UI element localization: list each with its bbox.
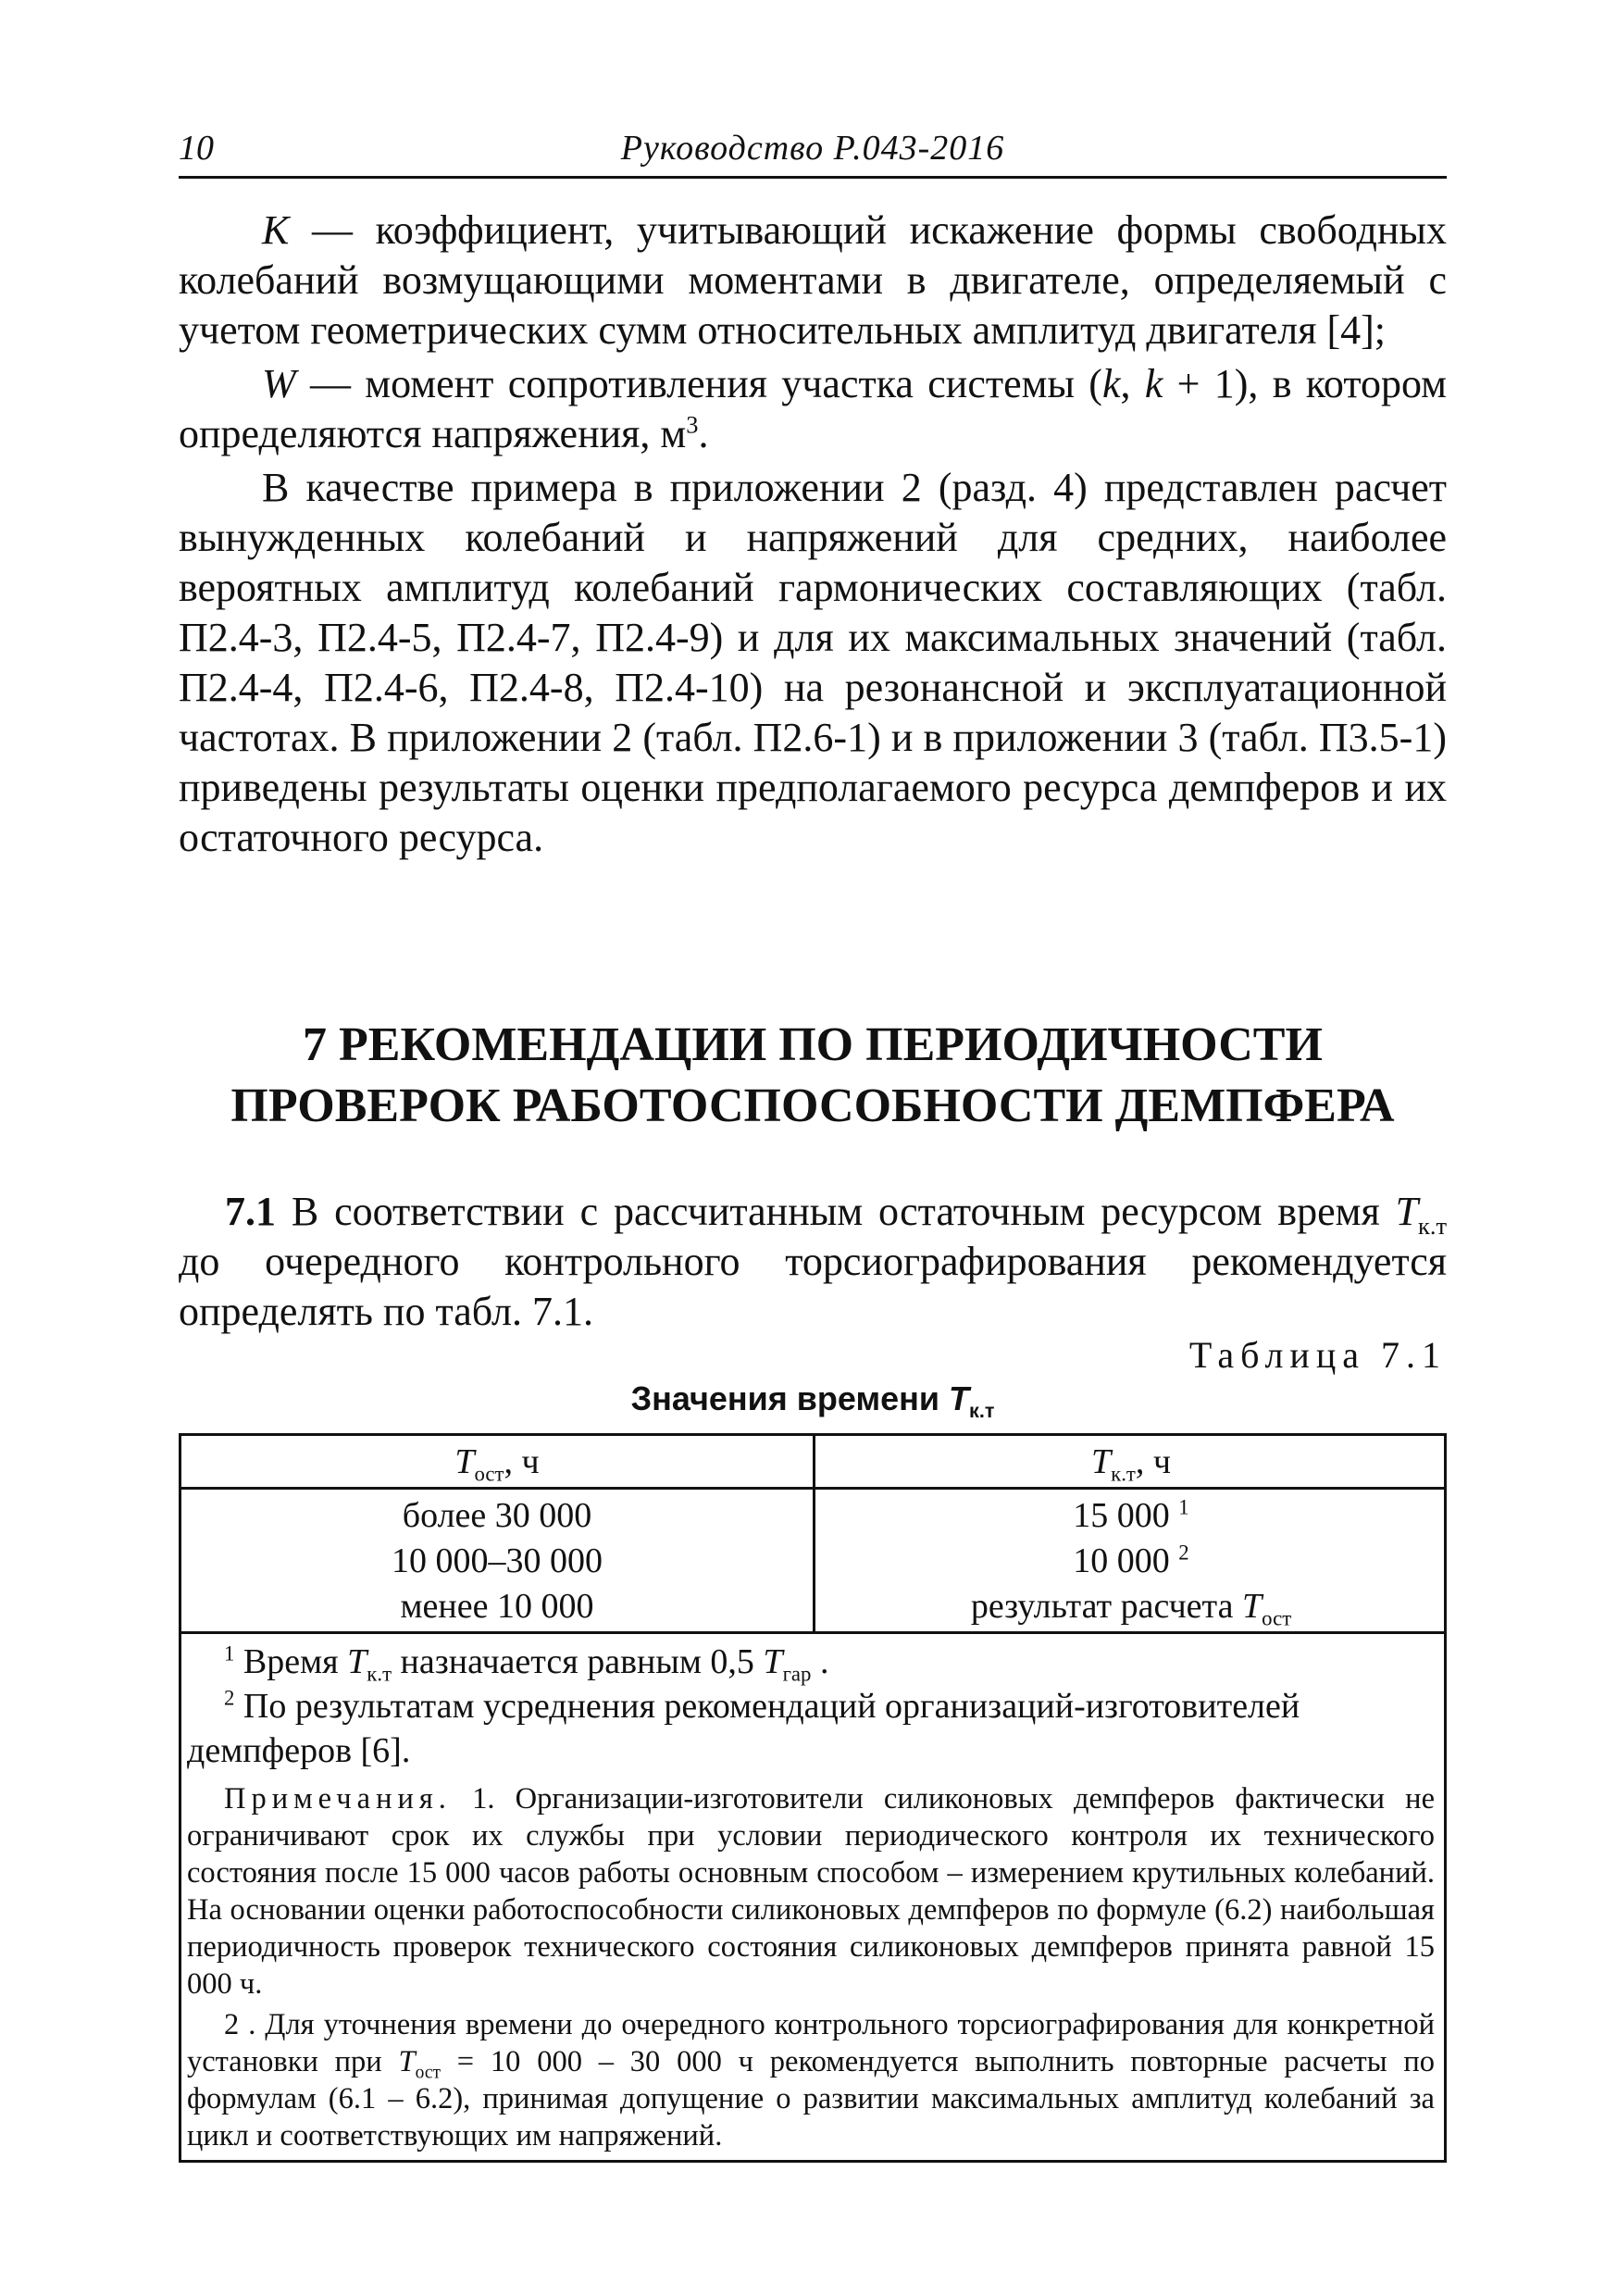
body-text	[179, 206, 1447, 863]
note-2-text-a: 2 . Для уточнения времени до очередного контрольного торсиографирования для конкретной установки при	[187, 2008, 1435, 2078]
header-unit: , ч	[504, 1442, 540, 1481]
footnote-mark: 1	[224, 1641, 235, 1666]
note-1	[187, 1780, 1435, 2003]
symbol-k-index: k	[1101, 361, 1121, 406]
symbol-k-index-2: k	[1144, 361, 1163, 406]
subscript-kt: к.т	[1418, 1211, 1447, 1240]
table-header-cell	[815, 1436, 1447, 1490]
footnote-text: назначается равным 0,5	[392, 1642, 764, 1681]
example-paragraph: В качестве примера в приложении 2 (разд. 4) представлен расчет вынужденных колебаний и напряжений для средних, наиболее вероятных амплитуд колебаний гармонических составляющих (табл. П2.4-3, П2.4-5, П2.4-7, П2.4-9) и для их максимальных значений (табл. П2.4-4, П2.4-6, П2.4-8, П2.4-10) на резонансной и эксплуатационной частотах. В приложении 2 (табл. П2.6-1) и в приложении 3 (табл. П3.5-1) приведены результаты оценки предполагаемого ресурса демпферов и их остаточного ресурса.	[179, 465, 1447, 860]
footnote-1	[187, 1640, 1435, 1684]
table-cell: более 30 000	[402, 1496, 592, 1535]
symbol-k: K	[262, 207, 290, 253]
note-2	[187, 2006, 1435, 2154]
table-cells	[815, 1490, 1447, 1631]
footnote-subscript: к.т	[367, 1662, 392, 1686]
header-symbol: T	[1090, 1442, 1112, 1481]
table-column-t-ost	[181, 1436, 813, 1631]
footnote-text: .	[811, 1642, 829, 1681]
header-subscript: ост	[474, 1462, 504, 1486]
definition-w	[179, 359, 1447, 459]
definition-k	[179, 206, 1447, 356]
clause-text-a: В соответствии с рассчитанным остаточным ресурсом время	[276, 1189, 1396, 1234]
cell-value: результат расчета	[970, 1587, 1242, 1626]
footnote-mark: 2	[224, 1686, 235, 1710]
separator: ,	[1120, 361, 1145, 406]
table-body	[181, 1436, 1444, 1631]
page-number: 10	[179, 129, 214, 168]
cell-value: 10 000	[1073, 1541, 1179, 1580]
table-cell	[815, 1584, 1447, 1629]
note-2-text-b: = 10 000 – 30 000 ч рекомендуется выполнить повторные расчеты по формулам (6.1 – 6.2), принимая допущение о развитии максимальных амплитуд колебаний за цикл и соответствующих им напряжений.	[187, 2045, 1435, 2152]
header-unit: , ч	[1135, 1442, 1171, 1481]
footnote-symbol: T	[347, 1642, 367, 1681]
table-cell: 10 000–30 000	[392, 1541, 603, 1580]
footnote-2	[187, 1684, 1435, 1773]
header-symbol: T	[454, 1442, 475, 1481]
clause-7-1	[179, 1187, 1447, 1337]
caption-symbol: T	[949, 1379, 970, 1417]
table-notes	[181, 1631, 1444, 2160]
table-cell: менее 10 000	[400, 1587, 594, 1626]
clause-number: 7.1	[225, 1189, 276, 1234]
header-subscript: к.т	[1111, 1462, 1136, 1486]
section-title	[179, 1015, 1447, 1137]
section-title-line-2: ПРОВЕРОК РАБОТОСПОСОБНОСТИ ДЕМПФЕРА	[230, 1079, 1395, 1132]
footnote-ref: 2	[1178, 1541, 1189, 1565]
footnote-text: По результатам усреднения рекомендаций организаций-изготовителей демпферов [6].	[187, 1687, 1300, 1770]
table-header-cell	[181, 1436, 813, 1490]
clause-text-b: до очередного контрольного торсиографирования рекомендуется определять по табл. 7.1.	[179, 1239, 1447, 1334]
cell-subscript: ост	[1262, 1606, 1292, 1630]
definition-w-text-1: — момент сопротивления участка системы (	[295, 361, 1102, 406]
notes-label: Примечания.	[224, 1782, 452, 1816]
cell-symbol: T	[1241, 1587, 1263, 1626]
symbol-w: W	[262, 361, 296, 406]
section-title-line-1: 7 РЕКОМЕНДАЦИИ ПО ПЕРИОДИЧНОСТИ	[303, 1018, 1323, 1071]
footnote-symbol: T	[763, 1642, 783, 1681]
superscript-3: 3	[686, 410, 699, 439]
page-header	[179, 128, 1447, 179]
clause-7-1-text	[179, 1187, 1447, 1337]
note-1-text: 1. Организации-изготовители силиконовых демпферов фактически не ограничивают срок их службы при условии периодического контроля их технического состояния после 15 000 часов работы основным способом – измерением крутильных колебаний. На основании оценки работоспособности силиконовых демпферов по формуле (6.2) наибольшая периодичность проверок технического состояния силиконовых демпферов принята равной 15 000 ч.	[187, 1782, 1435, 2001]
definition-w-text-2: + 1), в котором определяются напряжения, м	[179, 361, 1447, 456]
caption-subscript: к.т	[969, 1399, 995, 1423]
footnote-subscript: гар	[782, 1662, 812, 1686]
table-cells	[181, 1490, 813, 1631]
table-cell	[815, 1539, 1447, 1584]
running-title: Руководство Р.043-2016	[620, 129, 1005, 168]
definition-k-text: — коэффициент, учитывающий искажение формы свободных колебаний возмущающими моментами в двигателе, определяемый с учетом геометрических сумм относительных амплитуд двигателя [4];	[179, 207, 1447, 353]
cell-value: 15 000	[1073, 1496, 1179, 1535]
caption-text: Значения времени	[630, 1379, 950, 1417]
table-7-1	[179, 1433, 1447, 2163]
table-column-t-kt	[813, 1436, 1447, 1631]
table-caption	[179, 1379, 1447, 1423]
table-cell	[815, 1493, 1447, 1539]
table-label: Таблица 7.1	[1188, 1334, 1447, 1376]
symbol-t: T	[1395, 1189, 1419, 1234]
period: .	[698, 411, 709, 456]
footnote-ref: 1	[1178, 1495, 1189, 1519]
footnote-text: Время	[234, 1642, 348, 1681]
note-subscript: ост	[415, 2063, 441, 2083]
note-symbol: T	[398, 2045, 416, 2078]
